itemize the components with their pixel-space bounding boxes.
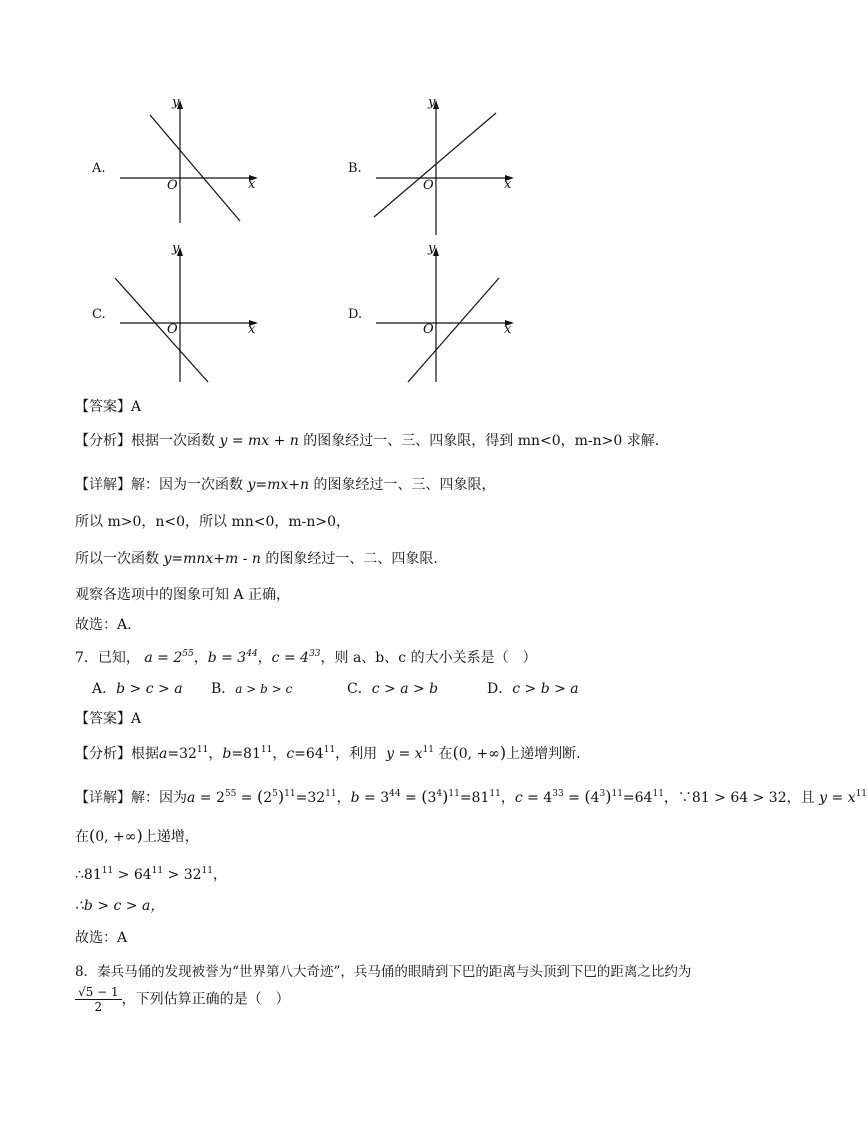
graph-c-origin: O	[167, 322, 178, 337]
graph-option-c	[90, 240, 270, 385]
graph-c-y: y	[172, 241, 180, 256]
graph-a-x: x	[248, 177, 256, 192]
q8-stem-line2	[75, 985, 290, 1014]
q6-detail-formula: y=mx+n	[247, 477, 310, 493]
q8-stem: 8．秦兵马俑的发现被誉为“世界第八大奇迹”，兵马俑的眼睛到下巴的距离与头顶到下巴的距离之比约为	[75, 964, 692, 980]
graph-b-svg	[346, 95, 526, 225]
q7-option-d: D．c > b > a	[487, 681, 579, 697]
q6-detail-rest: 的图象经过一、三、四象限，	[313, 477, 496, 493]
q8-frac-num: √5 − 1	[75, 985, 122, 1000]
q7-option-a: A．b > c > a	[92, 681, 183, 697]
q7-choice: 故选：A	[75, 930, 128, 946]
q6-detail	[75, 474, 495, 494]
q6-detail-prefix: 【详解】解：因为一次函数	[75, 477, 243, 493]
graph-option-d	[346, 240, 526, 385]
graph-a-origin: O	[167, 178, 178, 193]
graph-c-svg	[90, 240, 270, 385]
graph-d-x: x	[504, 322, 512, 337]
graph-d-label: D.	[348, 307, 363, 322]
graph-b-x: x	[504, 177, 512, 192]
graph-b-label: B.	[348, 161, 362, 176]
q6-analysis	[75, 430, 659, 450]
graph-a-label: A.	[92, 161, 106, 176]
q7-line2-rest: 上递增，	[142, 829, 199, 845]
graph-d-origin: O	[423, 322, 434, 337]
q7-line2: 在(0, +∞)上递增，	[75, 826, 199, 845]
q7-line3-start: ∴81	[75, 867, 102, 883]
graph-b-y: y	[428, 95, 436, 110]
graph-c-x: x	[248, 322, 256, 337]
q7-stem-rest: ，则 a、b、c 的大小关系是（ ）	[320, 650, 537, 666]
q7-answer: 【答案】A	[75, 711, 142, 727]
q7-stem: 7．已知， $a = 2^{55}$，$b = 3^{44}$，$c = 4^{33}$，则 a、b、c 的大小关系是（ ）	[75, 649, 537, 666]
graph-option-b	[346, 95, 526, 225]
q7-detail: 【详解】解：因为$a = 2^{55} = (2^5)^{11}=32^{11}$，$b = 3^{44} = (3^4)^{11}=81^{11}$，$c = 4^{33} = (4^3)^{11}=64^{11}$，∵81 > 64 > 32，且 $y = x^{11}$	[75, 787, 867, 806]
q6-analysis-prefix: 【分析】根据一次函数	[75, 433, 215, 449]
q8-fraction	[75, 985, 122, 1014]
q8-stem2: ，下列估算正确的是（ ）	[121, 991, 290, 1008]
q6-choice: 故选：A.	[75, 617, 132, 633]
q7-stem-prefix: 7．已知，	[75, 650, 140, 666]
q7-analysis: 【分析】根据$a=32^{11}$，$b=81^{11}$，$c=64^{11}$，利用 $y = x^{11}$ 在(0, +∞)上递增判断.	[75, 743, 581, 762]
q7-def-c: $c = 4^{33}$	[271, 649, 321, 666]
q8-frac-den: 2	[94, 1000, 103, 1014]
q7-analysis-mid: ，利用	[335, 746, 378, 762]
q7-analysis-rest: 上递增判断.	[506, 746, 581, 762]
q7-def-a: $a = 2^{55}$	[144, 649, 194, 666]
function-line	[150, 115, 240, 221]
q6-analysis-formula: y = mx + n	[219, 433, 299, 449]
graph-option-a	[90, 95, 270, 225]
q7-line3: $\therefore 81^{11} > 64^{11} > 32^{11}$，	[75, 866, 227, 883]
graph-a-y: y	[172, 95, 180, 110]
q7-line4: ∴b > c > a，	[75, 898, 165, 914]
q7-def-b: $b = 3^{44}$	[207, 649, 258, 666]
q7-line2-prefix: 在	[75, 829, 89, 845]
q7-analysis-prefix: 【分析】根据	[75, 746, 159, 762]
graph-d-y: y	[428, 241, 436, 256]
q6-line3-formula: y=mnx+m - n	[163, 551, 261, 567]
q7-option-b: B．a > b > c	[211, 681, 293, 697]
graph-a-svg	[90, 95, 270, 225]
q7-option-c: C．c > a > b	[347, 681, 439, 697]
q6-line3-rest: 的图象经过一、二、四象限.	[265, 551, 438, 567]
graph-b-origin: O	[423, 178, 434, 193]
q7-detail-since: ∵81 > 64 > 32，且	[677, 790, 815, 806]
q6-answer: 【答案】A	[75, 399, 142, 415]
q6-line4: 观察各选项中的图象可知 A 正确，	[75, 587, 291, 603]
graph-d-svg	[346, 240, 526, 385]
graph-c-label: C.	[92, 307, 106, 322]
q6-line3	[75, 548, 438, 568]
q6-line2: 所以 m>0，n<0，所以 mn<0，m-n>0，	[75, 514, 351, 530]
q6-line3-prefix: 所以一次函数	[75, 551, 159, 567]
q6-analysis-rest: 的图象经过一、三、四象限，得到 mn<0，m-n>0 求解.	[303, 433, 660, 449]
q7-detail-prefix: 【详解】解：因为	[75, 790, 187, 806]
